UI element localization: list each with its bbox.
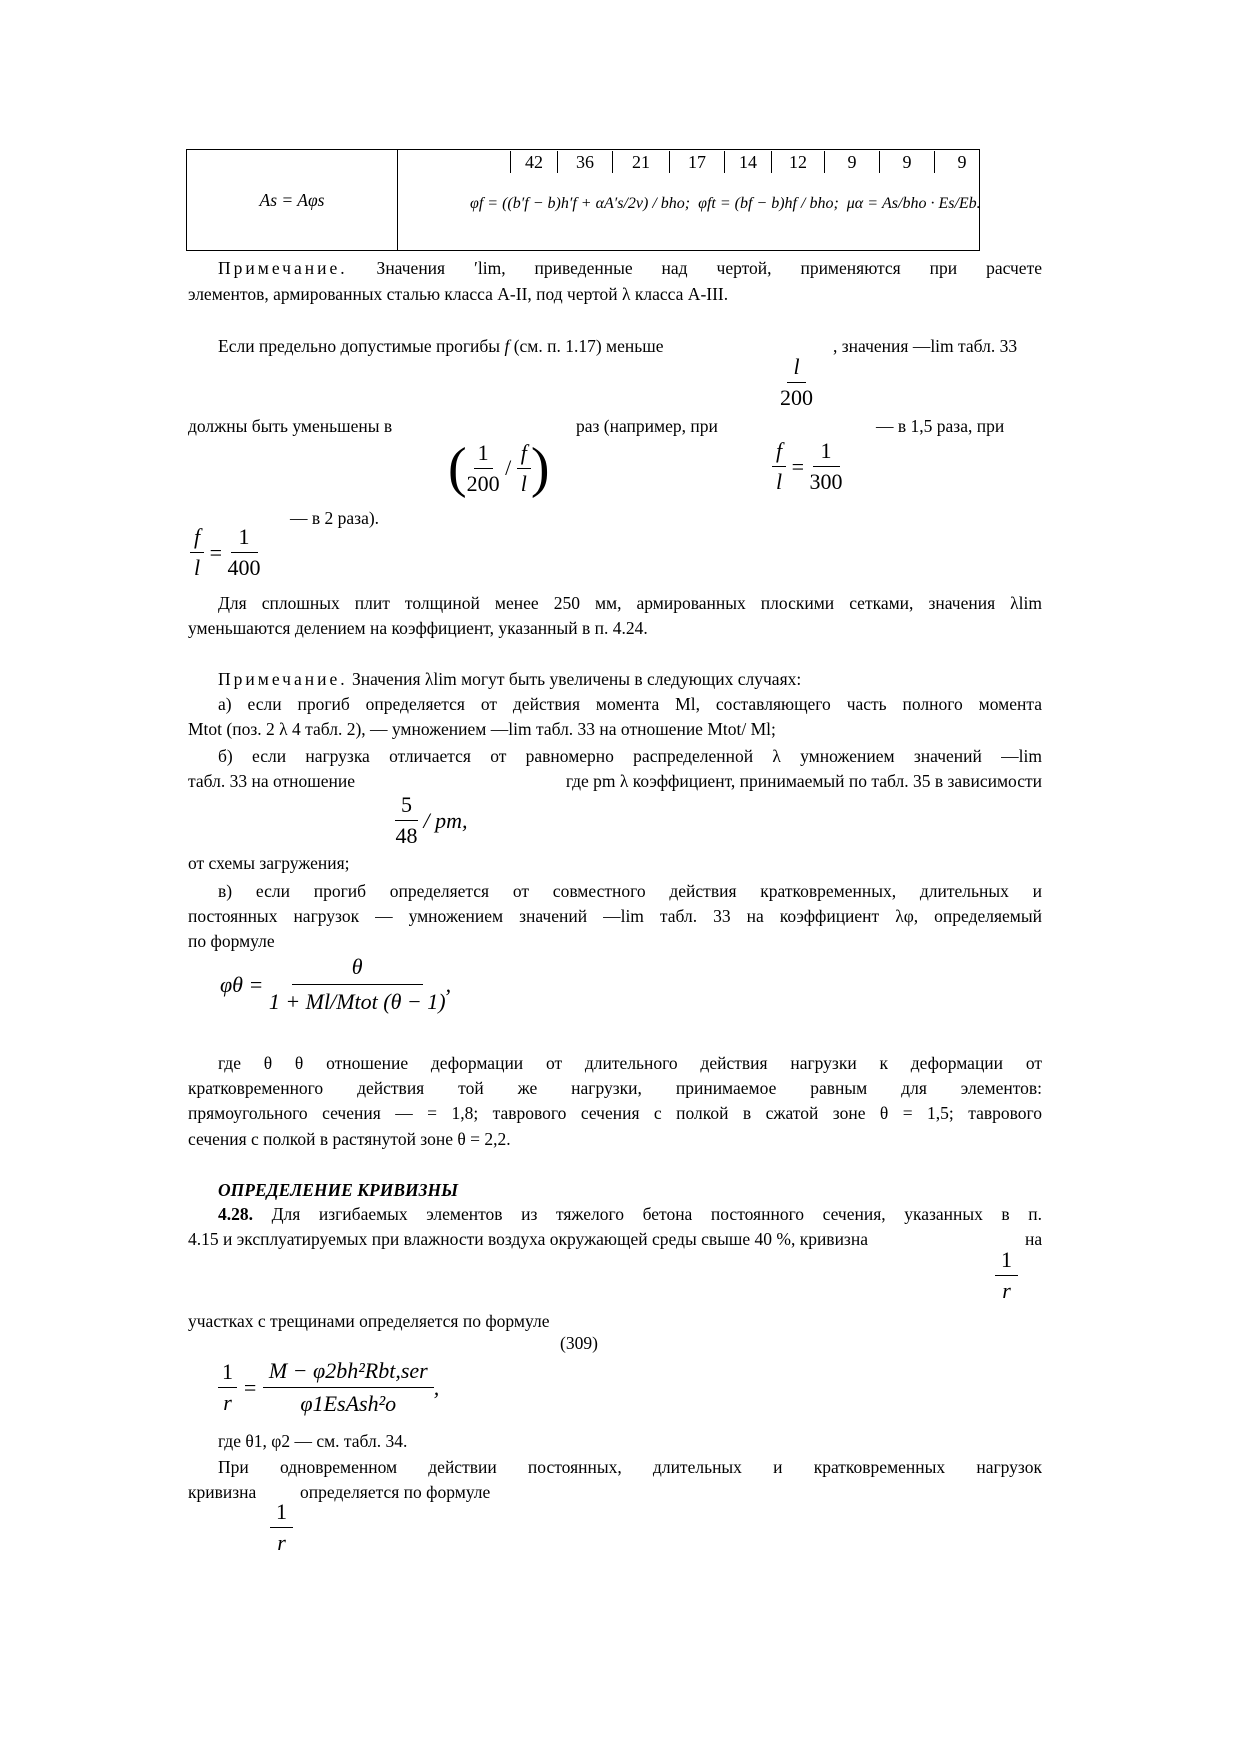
heading: ОПРЕДЕЛЕНИЕ КРИВИЗНЫ bbox=[218, 1180, 459, 1200]
p2-line2: уменьшаются делением на коэффициент, указанный в п. 4.24. bbox=[188, 618, 648, 638]
denominator: 300 bbox=[809, 469, 843, 494]
equation-number: (309) bbox=[560, 1333, 598, 1353]
value-cell: 36 bbox=[557, 151, 612, 173]
note2-b1: б) если нагрузка отличается от равномерно распределенной λ умножением значений —lim bbox=[218, 746, 1042, 766]
as-formula-cell bbox=[187, 150, 398, 251]
text: кривизна bbox=[188, 1482, 257, 1502]
numerator: l bbox=[787, 352, 805, 383]
denominator: r bbox=[1002, 1278, 1011, 1303]
text: Для изгибаемых элементов из тяжелого бетона постоянного сечения, указанных в п. bbox=[271, 1204, 1042, 1224]
fraction-5-48 bbox=[395, 790, 468, 851]
ratio-formula: ( $\frac{1}{200}$ / $\frac{f}{l}$ ) bbox=[448, 437, 550, 499]
formula-phi-f: φf = ((b′f − b)h′f + αA′s/2ν) / bho; bbox=[470, 195, 691, 212]
denominator: r bbox=[223, 1390, 232, 1415]
text: должны быть уменьшены в bbox=[188, 416, 393, 436]
denominator: 400 bbox=[227, 555, 261, 580]
numerator: f bbox=[190, 522, 204, 553]
note2-a1: а) если прогиб определяется от действия момента Ml, составляющего часть полного момента bbox=[218, 694, 1042, 714]
denominator: l bbox=[776, 469, 783, 494]
value-cell: 12 bbox=[771, 151, 824, 173]
formula-phi-theta: φθ = θ 1 + Ml/Mtot (θ − 1) , bbox=[220, 950, 451, 1019]
denominator: l bbox=[194, 555, 201, 580]
text: табл. 33 на отношение bbox=[188, 771, 355, 791]
section-heading bbox=[188, 1177, 1042, 1203]
text: где pm λ коэффициент, принимаемый по табл. 35 в зависимости bbox=[565, 771, 1042, 791]
denominator: 200 bbox=[780, 385, 813, 410]
p3-line2: кратковременного действия той же нагрузки, принимаемое равным для элементов: bbox=[188, 1078, 1042, 1098]
s-line3: участках с трещинами определяется по формуле bbox=[188, 1311, 550, 1331]
denominator: r bbox=[277, 1530, 286, 1555]
formula-phi-ft: φft = (bf − b)hf / bho; bbox=[698, 195, 839, 212]
s-line1 bbox=[188, 1201, 1042, 1227]
text: / pm, bbox=[423, 807, 468, 833]
note2-c2: постоянных нагрузок — умножением значений —lim табл. 33 на коэффициент λφ, определяемый bbox=[188, 906, 1042, 926]
numerator: θ bbox=[292, 950, 423, 985]
p3-line1: где θ θ отношение деформации от длительного действия нагрузки к деформации от bbox=[218, 1053, 1042, 1073]
lhs: φθ = bbox=[220, 971, 264, 997]
value-cell: 21 bbox=[612, 151, 669, 173]
denominator: 48 bbox=[395, 823, 418, 848]
note2-b2 bbox=[188, 768, 1042, 794]
p1-line3: — в 2 раза). bbox=[290, 508, 380, 528]
numerator: 1 bbox=[474, 438, 493, 469]
f-l-1-400: $\frac{f}{l}$ = $\frac{1}{400}$ bbox=[190, 522, 261, 583]
note2-c3: по формуле bbox=[188, 931, 275, 951]
text: определяется по формуле bbox=[300, 1482, 491, 1502]
value-cell: 42 bbox=[510, 151, 557, 173]
value-cell: 9 bbox=[879, 151, 934, 173]
fraction-l-200 bbox=[780, 352, 813, 413]
p1-line1 bbox=[188, 333, 1042, 359]
denominator: φ1EsAsh²o bbox=[300, 1391, 397, 1416]
formula-row bbox=[470, 195, 981, 213]
note2-b3: от схемы загружения; bbox=[188, 853, 350, 873]
s-where: где θ1, φ2 — см. табл. 34. bbox=[218, 1431, 408, 1451]
value-cell: 9 bbox=[824, 151, 879, 173]
text: — в 1,5 раза, при bbox=[876, 416, 1005, 436]
note1-line1 bbox=[188, 255, 1042, 281]
text: Если предельно допустимые прогибы bbox=[218, 336, 501, 356]
numerator: f bbox=[772, 436, 786, 467]
denominator: 1 + Ml/Mtot (θ − 1) bbox=[268, 989, 446, 1014]
p3-line4: сечения с полкой в растянутой зоне θ = 2,2. bbox=[188, 1129, 511, 1149]
note-label: Примечание. bbox=[218, 669, 348, 689]
s-p1: При одновременном действии постоянных, длительных и кратковременных нагрузок bbox=[218, 1457, 1042, 1477]
value-cell: 14 bbox=[724, 151, 771, 173]
note2-line bbox=[188, 666, 1042, 692]
numerator: 1 bbox=[231, 522, 258, 553]
f-l-1-300: $\frac{f}{l}$ = $\frac{1}{300}$ bbox=[772, 436, 843, 497]
s-line2-end: на bbox=[1025, 1229, 1043, 1249]
s-p2 bbox=[188, 1479, 1042, 1505]
note-label: Примечание. bbox=[218, 258, 348, 278]
as-formula: As = Aφs bbox=[259, 189, 325, 210]
s-line2: 4.15 и эксплуатируемых при влажности воздуха окружающей среды свыше 40 %, кривизна bbox=[188, 1229, 868, 1249]
clause-number: 4.28. bbox=[218, 1204, 253, 1224]
numerator: 5 bbox=[395, 790, 418, 821]
note2-a2: Mtot (поз. 2 λ 4 табл. 2), — умножением —lim табл. 33 на отношение Mtot/ Ml; bbox=[188, 719, 776, 739]
numerator: 1 bbox=[218, 1357, 237, 1388]
text: раз (например, при bbox=[576, 416, 718, 436]
text: (см. п. 1.17) меньше bbox=[513, 336, 664, 356]
value-cell: 17 bbox=[669, 151, 724, 173]
fraction-1-r bbox=[995, 1245, 1018, 1306]
numerator: 1 bbox=[813, 436, 840, 467]
p2-line1: Для сплошных плит толщиной менее 250 мм, армированных плоскими сетками, значения λlim bbox=[218, 593, 1042, 613]
fraction-1-r bbox=[270, 1497, 293, 1558]
numerator: 1 bbox=[270, 1497, 293, 1528]
formula-309: $\frac{1}{r}$ = M − φ2bh²Rbt,ser φ1EsAsh²o , bbox=[218, 1355, 439, 1420]
numerator: M − φ2bh²Rbt,ser bbox=[263, 1355, 434, 1388]
lambda-values-row bbox=[510, 151, 989, 173]
text: f bbox=[504, 336, 510, 356]
note2-c1: в) если прогиб определяется от совместного действия кратковременных, длительных и bbox=[218, 881, 1042, 901]
formula-mu: μα = As/bho · Es/Eb. bbox=[846, 195, 981, 212]
note-text: Значения ′lim, приведенные над чертой, применяются при расчете bbox=[376, 258, 1042, 278]
numerator: 1 bbox=[995, 1245, 1018, 1276]
note1-line2: элементов, армированных сталью класса А-II, под чертой λ класса А-III. bbox=[188, 284, 729, 304]
denominator: l bbox=[520, 470, 527, 496]
text: , значения —lim табл. 33 bbox=[833, 336, 1018, 356]
numerator: f bbox=[517, 438, 531, 469]
denominator: 200 bbox=[466, 470, 500, 496]
p3-line3: прямоугольного сечения — = 1,8; таврового сечения с полкой в сжатой зоне θ = 1,5; таврового bbox=[188, 1103, 1042, 1123]
text: Значения λlim могут быть увеличены в следующих случаях: bbox=[351, 669, 802, 689]
value-cell: 9 bbox=[934, 151, 989, 173]
p1-line2 bbox=[188, 413, 1042, 439]
